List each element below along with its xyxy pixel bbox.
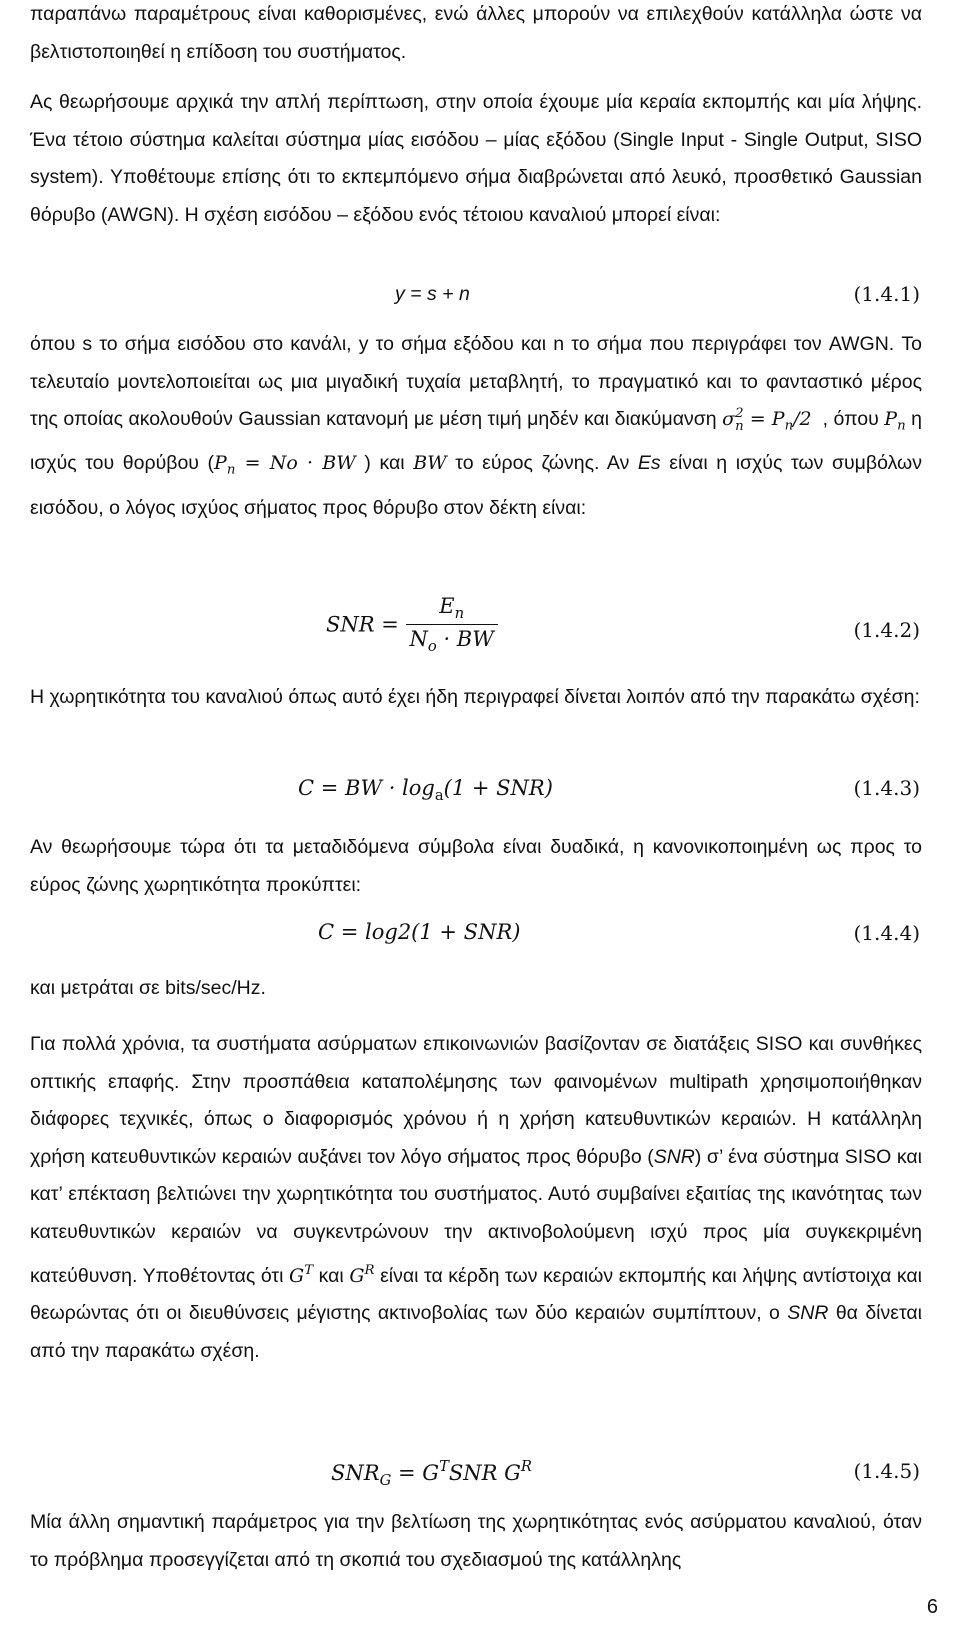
equation-number-1-4-2: (1.4.2) <box>853 618 920 642</box>
gt-sup: T <box>304 1262 314 1278</box>
snr-symbol-2: SNR <box>787 1302 829 1325</box>
eq2-denominator-sub: o <box>427 638 437 656</box>
variance-rhs: = P <box>749 408 785 431</box>
paragraph-directional-antennas <box>30 1026 922 1370</box>
eq5-lhs-sub: G <box>379 1471 392 1489</box>
gr-symbol: G <box>349 1264 365 1287</box>
antennas-text-part4: είναι τα κέρδη των κεραιών εκπομπής και λήψης αντίστοιχα και θεωρώντας ότι οι διευθύνσεις μέγιστης ακτινοβολίας των δύο κεραιών συμπίπτουν, ο <box>30 1264 922 1325</box>
eq2-lhs: SNR = <box>326 612 399 637</box>
pn-math <box>884 408 906 434</box>
gr-math <box>349 1262 375 1287</box>
awgn-text-part2: , όπου <box>822 408 885 431</box>
paragraph-directional-antennas-text <box>30 1026 922 1370</box>
antennas-text-part5: θα δίνεται από την παρακάτω σχέση. <box>30 1302 922 1362</box>
antennas-text-part2: ) σ’ ένα σύστημα SISO και κατ’ επέκταση βελτιώνει την χωρητικότητα του συστήματος. Αυτό συμβαίνει εξαιτίας της ικανότητας των κατευθυντικών κεραιών να συγκεντρώνουν την ακτινοβολούμενη ισχύ προς μία συγκεκριμένη κατεύθυνση. Υποθέτοντας ότι <box>30 1145 923 1287</box>
snr-symbol: SNR <box>653 1145 695 1168</box>
sigma-supsub <box>735 407 744 434</box>
gr-sup: R <box>364 1262 375 1278</box>
gt-math <box>289 1262 314 1287</box>
paragraph-siso-text: Ας θεωρήσουμε αρχικά την απλή περίπτωση, στην οποία έχουμε μία κεραία εκπομπής και μία λήψης. Ένα τέτοιο σύστημα καλείται σύστημα μίας εισόδου – μίας εξόδου (Single Input - Single Output, SISO system). Υποθέτουμε επίσης ότι το εκπεμπόμενο σήμα διαβρώνεται από λευκό, προσθετικό Gaussian θόρυβο (AWGN). Η σχέση εισόδου – εξόδου ενός τέτοιου καναλιού μπορεί είναι: <box>30 91 922 226</box>
equation-number-1-4-3: (1.4.3) <box>853 776 920 800</box>
equation-1-4-5 <box>331 1458 532 1489</box>
sigma-sup: 2 <box>735 405 744 421</box>
eq5-equals: = <box>398 1460 416 1485</box>
paragraph-intro <box>30 0 922 71</box>
paragraph-capacity-improvement-text: Μία άλλη σημαντική παράμετρος για την βελτίωση της χωρητικότητας ενός ασύρματου καναλιού, όταν το πρόβλημα προσεγγίζεται από τη σκοπιά του σχεδιασμού της κατάλληλης <box>30 1511 922 1571</box>
eq2-denominator-symbol: N <box>409 627 428 652</box>
paragraph-capacity-text: Η χωρητικότητα του καναλιού όπως αυτό έχει ήδη περιγραφεί δίνεται λοιπόν από την παρακάτω σχέση: <box>30 686 920 708</box>
pn-def-sub: n <box>226 463 236 479</box>
eq5-lhs: SNR <box>331 1460 380 1485</box>
eq2-numerator-symbol: E <box>439 594 455 618</box>
paragraph-units-text: και μετράται σε bits/sec/Hz. <box>30 977 266 999</box>
antennas-text-part3: και <box>313 1264 350 1287</box>
variance-math <box>722 405 812 435</box>
paragraph-siso <box>30 84 922 234</box>
paragraph-awgn <box>30 326 922 527</box>
pn-definition-math <box>214 452 356 479</box>
eq5-g: G <box>422 1460 440 1485</box>
sigma-symbol: σ <box>722 408 736 431</box>
paragraph-binary-text: Αν θεωρήσουμε τώρα ότι τα μεταδιδόμενα σύμβολα είναι δυαδικά, η κανονικοποιημένη ως προς το εύρος ζώνης χωρητικότητα προκύπτει: <box>30 836 922 896</box>
awgn-text-part3: η ισχύς του θορύβου ( <box>30 408 922 475</box>
eq2-fraction <box>406 594 498 655</box>
eq3-log-base: a <box>434 787 444 805</box>
paragraph-binary <box>30 829 922 904</box>
eq2-numerator-sub: n <box>454 605 465 623</box>
pn-sub: n <box>897 418 906 434</box>
pn-symbol: P <box>884 408 898 431</box>
gt-symbol: G <box>289 1264 305 1287</box>
eq2-denominator <box>406 624 498 655</box>
equation-number-1-4-5: (1.4.5) <box>853 1459 920 1483</box>
awgn-text-part4: ) και <box>364 452 414 475</box>
variance-rhs-rest: /2 <box>793 408 812 431</box>
eq5-mid: SNR G <box>448 1460 521 1485</box>
equation-1-4-4: C = log2(1 + SNR) <box>318 920 521 944</box>
paragraph-capacity-improvement <box>30 1504 922 1579</box>
awgn-text-part1: όπου s το σήμα εισόδου στο κανάλι, y το σήμα εξόδου και n το σήμα που περιγράφει τον AWGN. Το τελευταίο μοντελοποιείται ως μια μιγαδική τυχαία μεταβλητή, το πραγματικό και το φανταστικό μέρος της οποίας ακολουθούν Gaussian κατανομή με μέση τιμή μηδέν και διακύμανση <box>30 333 922 431</box>
es-symbol: Es <box>637 452 661 475</box>
paragraph-units <box>30 970 922 1008</box>
equation-number-1-4-1: (1.4.1) <box>853 282 920 306</box>
pn-def-symbol: P <box>214 452 227 475</box>
eq2-numerator <box>406 594 498 624</box>
eq5-g-sup: T <box>439 1458 449 1475</box>
equation-1-4-3 <box>298 776 553 804</box>
awgn-text-part5: το εύρος ζώνης. Αν <box>446 452 638 475</box>
bw-math: BW <box>413 452 447 475</box>
eq2-denominator-rest: · BW <box>443 627 494 652</box>
antennas-text-part1: Για πολλά χρόνια, τα συστήματα ασύρματων επικοινωνιών βασίζονταν σε διατάξεις SISO και συνθήκες οπτικής επαφής. Στην προσπάθεια καταπολέμησης των φαινομένων multipath χρησιμοποιήθηκαν διάφορες τεχνικές, όπως ο διαφορισμός χρόνου ή η χρήση κατευθυντικών κεραιών. Η κατάλληλη χρήση κατευθυντικών κεραιών αυξάνει τον λόγο σήματος προς θόρυβο ( <box>30 1033 922 1168</box>
equation-1-4-2 <box>326 594 498 655</box>
page-number: 6 <box>926 1596 938 1618</box>
equation-1-4-1: y = s + n <box>395 283 470 305</box>
paragraph-intro-text: παραπάνω παραμέτρους είναι καθορισμένες, ενώ άλλες μπορούν να επιλεχθούν κατάλληλα ώστε να βελτιστοποιηθεί η επίδοση του συστήματος. <box>30 3 922 63</box>
equation-number-1-4-4: (1.4.4) <box>853 921 920 945</box>
eq3-part1: C = BW · log <box>298 776 435 800</box>
eq3-part2: (1 + SNR) <box>443 776 553 800</box>
variance-rhs-sub: n <box>784 418 794 434</box>
paragraph-capacity <box>30 679 922 717</box>
eq5-r-sup: R <box>520 1458 532 1475</box>
paragraph-awgn-text <box>30 326 922 527</box>
awgn-text-part7: είναι η ισχύς των συμβόλων εισόδου, ο λόγος ισχύος σήματος προς θόρυβο στον δέκτη είναι: <box>30 452 923 519</box>
sigma-sub: n <box>735 419 744 435</box>
pn-def-rest: = No · BW <box>244 452 356 475</box>
